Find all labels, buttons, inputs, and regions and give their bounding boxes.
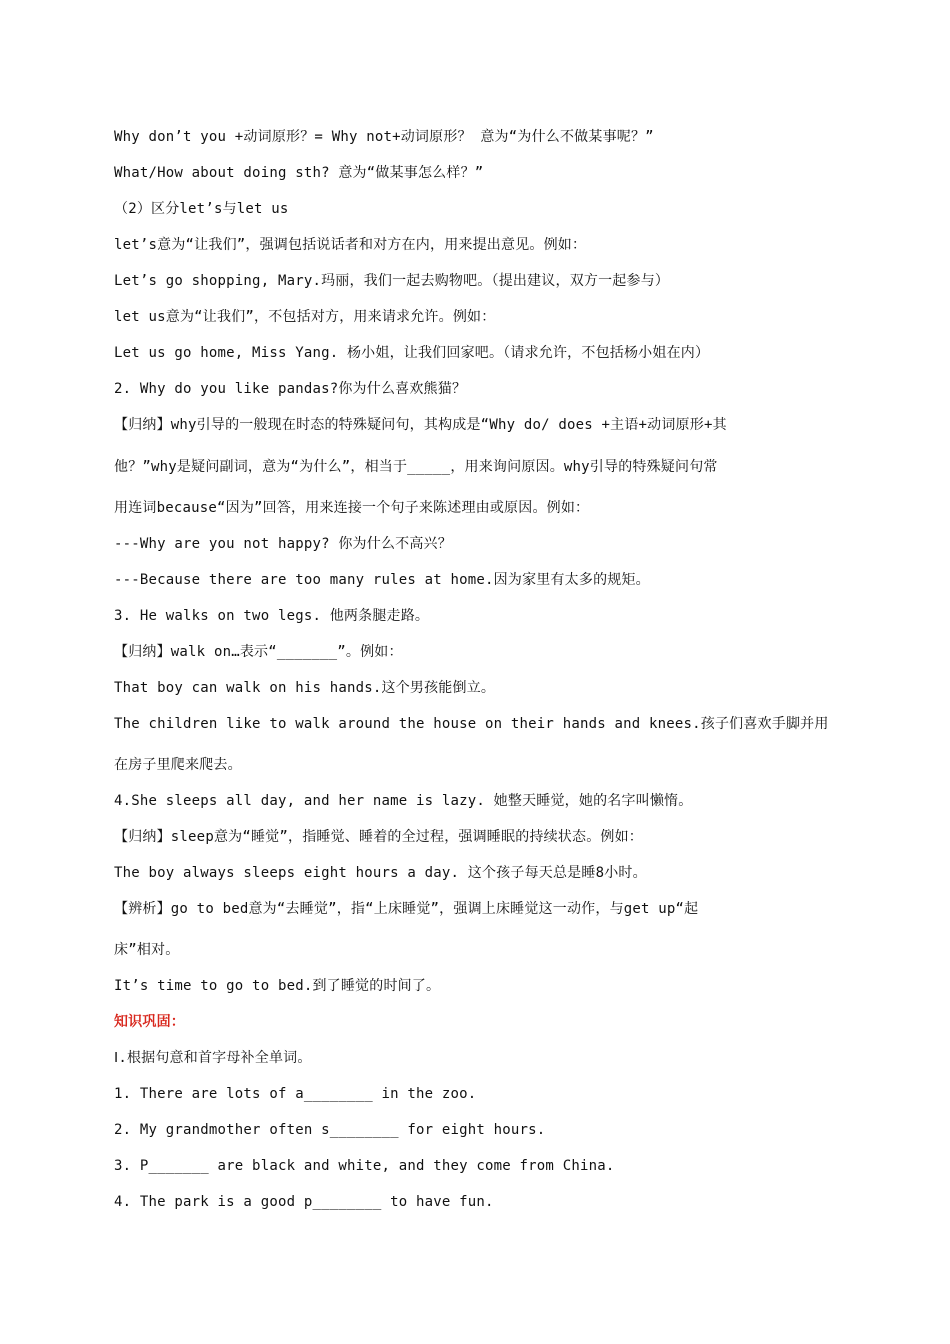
text-line: 2. Why do you like pandas?你为什么喜欢熊猫？ xyxy=(114,381,467,397)
text-line: 【归纳】why引导的一般现在时态的特殊疑问句，其构成是“Why do/ does +主语+动词原形+其 xyxy=(114,417,727,433)
text-line: The children like to walk around the house on their hands and knees.孩子们喜欢手脚并用 xyxy=(114,716,829,732)
text-line: let’s意为“让我们”，强调包括说话者和对方在内，用来提出意见。例如： xyxy=(114,237,587,253)
exercise-item: 1. There are lots of a________ in the zoo. xyxy=(114,1086,477,1102)
text-line: let us意为“让我们”，不包括对方，用来请求允许。例如： xyxy=(114,309,496,325)
text-line: That boy can walk on his hands.这个男孩能倒立。 xyxy=(114,680,496,696)
text-line: Let’s go shopping, Mary.玛丽，我们一起去购物吧。（提出建议，双方一起参与） xyxy=(114,273,670,289)
text-line: 3. He walks on two legs. 他两条腿走路。 xyxy=(114,608,430,624)
text-line: ---Because there are too many rules at home.因为家里有太多的规矩。 xyxy=(114,572,650,588)
text-line: 4.She sleeps all day, and her name is lazy. 她整天睡觉，她的名字叫懒惰。 xyxy=(114,793,693,809)
text-line: 床”相对。 xyxy=(114,942,180,958)
exercise-item: 3. P_______ are black and white, and they come from China. xyxy=(114,1158,615,1174)
text-line: 【归纳】walk on…表示“_______”。例如： xyxy=(114,644,403,660)
text-line: The boy always sleeps eight hours a day. 这个孩子每天总是睡8小时。 xyxy=(114,865,647,881)
text-line: 用连词because“因为”回答，用来连接一个句子来陈述理由或原因。例如： xyxy=(114,500,590,516)
text-line: ---Why are you not happy? 你为什么不高兴？ xyxy=(114,536,452,552)
text-line: 他？”why是疑问副词，意为“为什么”，相当于_____，用来询问原因。why引导的特殊疑问句常 xyxy=(114,459,718,475)
text-line: 【辨析】go to bed意为“去睡觉”，指“上床睡觉”，强调上床睡觉这一动作，与get up“起 xyxy=(114,901,699,917)
exercise-item: 4. The park is a good p________ to have fun. xyxy=(114,1194,494,1210)
text-line: It’s time to go to bed.到了睡觉的时间了。 xyxy=(114,978,441,994)
exercise-item: 2. My grandmother often s________ for eight hours. xyxy=(114,1122,546,1138)
section-heading: 知识巩固： xyxy=(114,1014,185,1030)
text-line: （2）区分let’s与let us xyxy=(114,201,289,217)
text-line: Let us go home, Miss Yang. 杨小姐，让我们回家吧。（请求允许，不包括杨小姐在内） xyxy=(114,345,710,361)
text-line: 在房子里爬来爬去。 xyxy=(114,757,242,773)
text-line: Why don’t you +动词原形？= Why not+动词原形？ 意为“为什么不做某事呢？” xyxy=(114,129,654,145)
text-line: 【归纳】sleep意为“睡觉”，指睡觉、睡着的全过程，强调睡眠的持续状态。例如： xyxy=(114,829,643,845)
text-line: What/How about doing sth? 意为“做某事怎么样？” xyxy=(114,165,484,181)
exercise-instruction: Ⅰ.根据句意和首字母补全单词。 xyxy=(114,1050,312,1066)
